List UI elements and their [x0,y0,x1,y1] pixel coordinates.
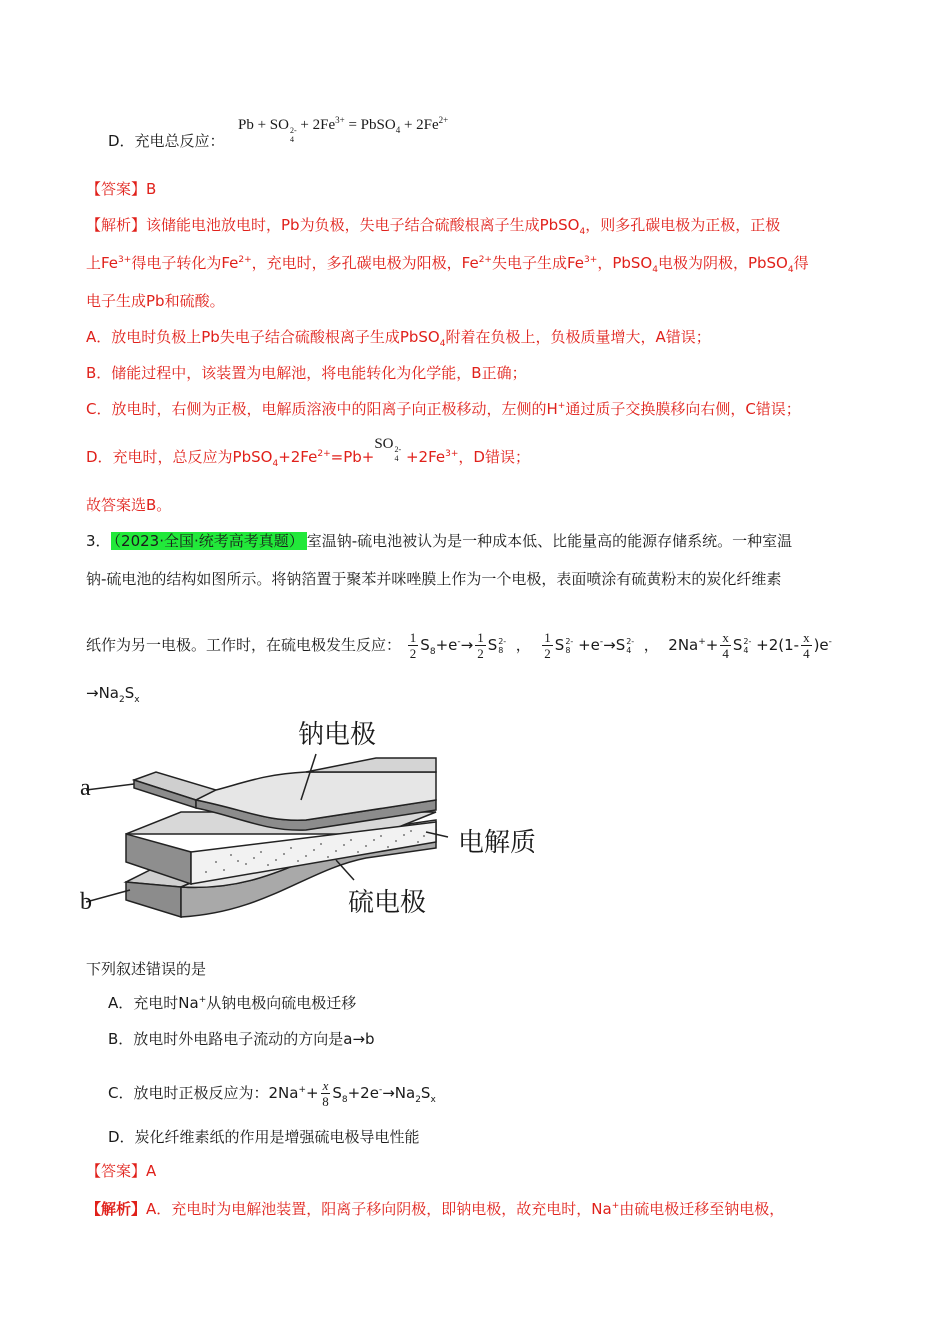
analysis-1-option-b: B．储能过程中，该装置为电解池，将电能转化为化学能，B正确； [86,364,527,382]
prev-option-d-label: D．充电总反应： [108,132,225,150]
figure-label-sulfur-electrode: 硫电极 [348,888,427,917]
analysis-1-line-2: 上$Fe^{3+}$得电子转化为$Fe^{2+}$，充电时，多孔碳电极为阳极，$Fe^{2+}$失电子生成$Fe^{3+}$，PbSO$_4$电极为阴极，PbSO$_4$得 [86,254,809,275]
analysis-1-line-3: 电子生成Pb和硫酸。 [86,292,225,310]
figure-label-a: a [80,775,91,801]
analysis-3-line-1: 【解析】A．充电时为电解池装置，阳离子移向阴极，即钠电极，故充电时，Na+由硫电极迁移至钠电极， [86,1200,785,1218]
prev-option-d-equation: Pb + SO 2- 4 + $2Fe^{3+}$ = PbSO$_4$ + $2Fe^{2+}$ [238,115,449,144]
battery-structure-figure [80,712,556,942]
option-a: A．充电时Na+从钠电极向硫电极迁移 [108,994,357,1012]
question-3-line-2: 钠-硫电池的结构如图所示。将钠箔置于聚苯并咪唑膜上作为一个电极，表面喷涂有硫黄粉末的炭化纤维素 [86,570,782,588]
answer-1: 【答案】B [86,180,157,198]
answer-3: 【答案】A [86,1162,157,1180]
analysis-1-option-d: D．充电时，总反应为$PbSO_4+2Fe^{2+}=Pb+SO$ 2- 4 $+2Fe^{3+}$，D错误； [86,436,530,469]
analysis-1-option-c: C．放电时，右侧为正极，电解质溶液中的阳离子向正极移动，左侧的H+通过质子交换膜移向右侧，C错误； [86,400,801,418]
figure-label-sodium-electrode: 钠电极 [298,720,377,749]
analysis-1-conclusion: 故答案选B。 [86,496,172,514]
question-3-line-1: 3． （2023·全国·统考高考真题） 室温钠-硫电池被认为是一种成本低、比能量高的能源存储系统。一种室温 [86,532,793,550]
option-b: B．放电时外电路电子流动的方向是a→b [108,1030,375,1048]
question-source-badge: （2023·全国·统考高考真题） [111,532,307,550]
option-d: D．炭化纤维素纸的作用是增强硫电极导电性能 [108,1128,420,1146]
analysis-1-option-a: A．放电时负极上Pb失电子结合硫酸根离子生成PbSO$_4$附着在负极上，负极质量增大，A错误； [86,328,711,349]
analysis-3-tag: 【解析】 [86,1200,147,1218]
analysis-1-tag: 【解析】 [86,216,147,234]
figure-label-electrolyte: 电解质 [458,828,537,857]
question-number: 3． [86,532,111,550]
question-3-prompt: 下列叙述错误的是 [86,960,207,978]
option-c: C．放电时正极反应为：2Na++ $\frac{x}{8}$ $S_8+2e^-\to Na_2S_x$ [108,1078,436,1109]
prev-option-d [108,130,225,152]
question-3-line-3: 纸作为另一电极。工作时，在硫电极发生反应： $\frac{1}{2}$ $S_8+e^-\to$ $\frac{1}{2}$ S 2- 8 ， $\frac{1}{2}$ S 2- 8 +e-→S 2- 4 ， 2Na++ $\frac{x}{4}$ S 2- 4 +2(1- $\frac{x}{4}$ )e- [86,630,832,661]
question-3-line-4: $\to Na_2S_x$ [86,684,140,705]
figure-label-b: b [80,889,92,915]
analysis-1-line-1: 【解析】该储能电池放电时，Pb为负极，失电子结合硫酸根离子生成PbSO$_4$，则多孔碳电极为正极，正极 [86,216,781,237]
